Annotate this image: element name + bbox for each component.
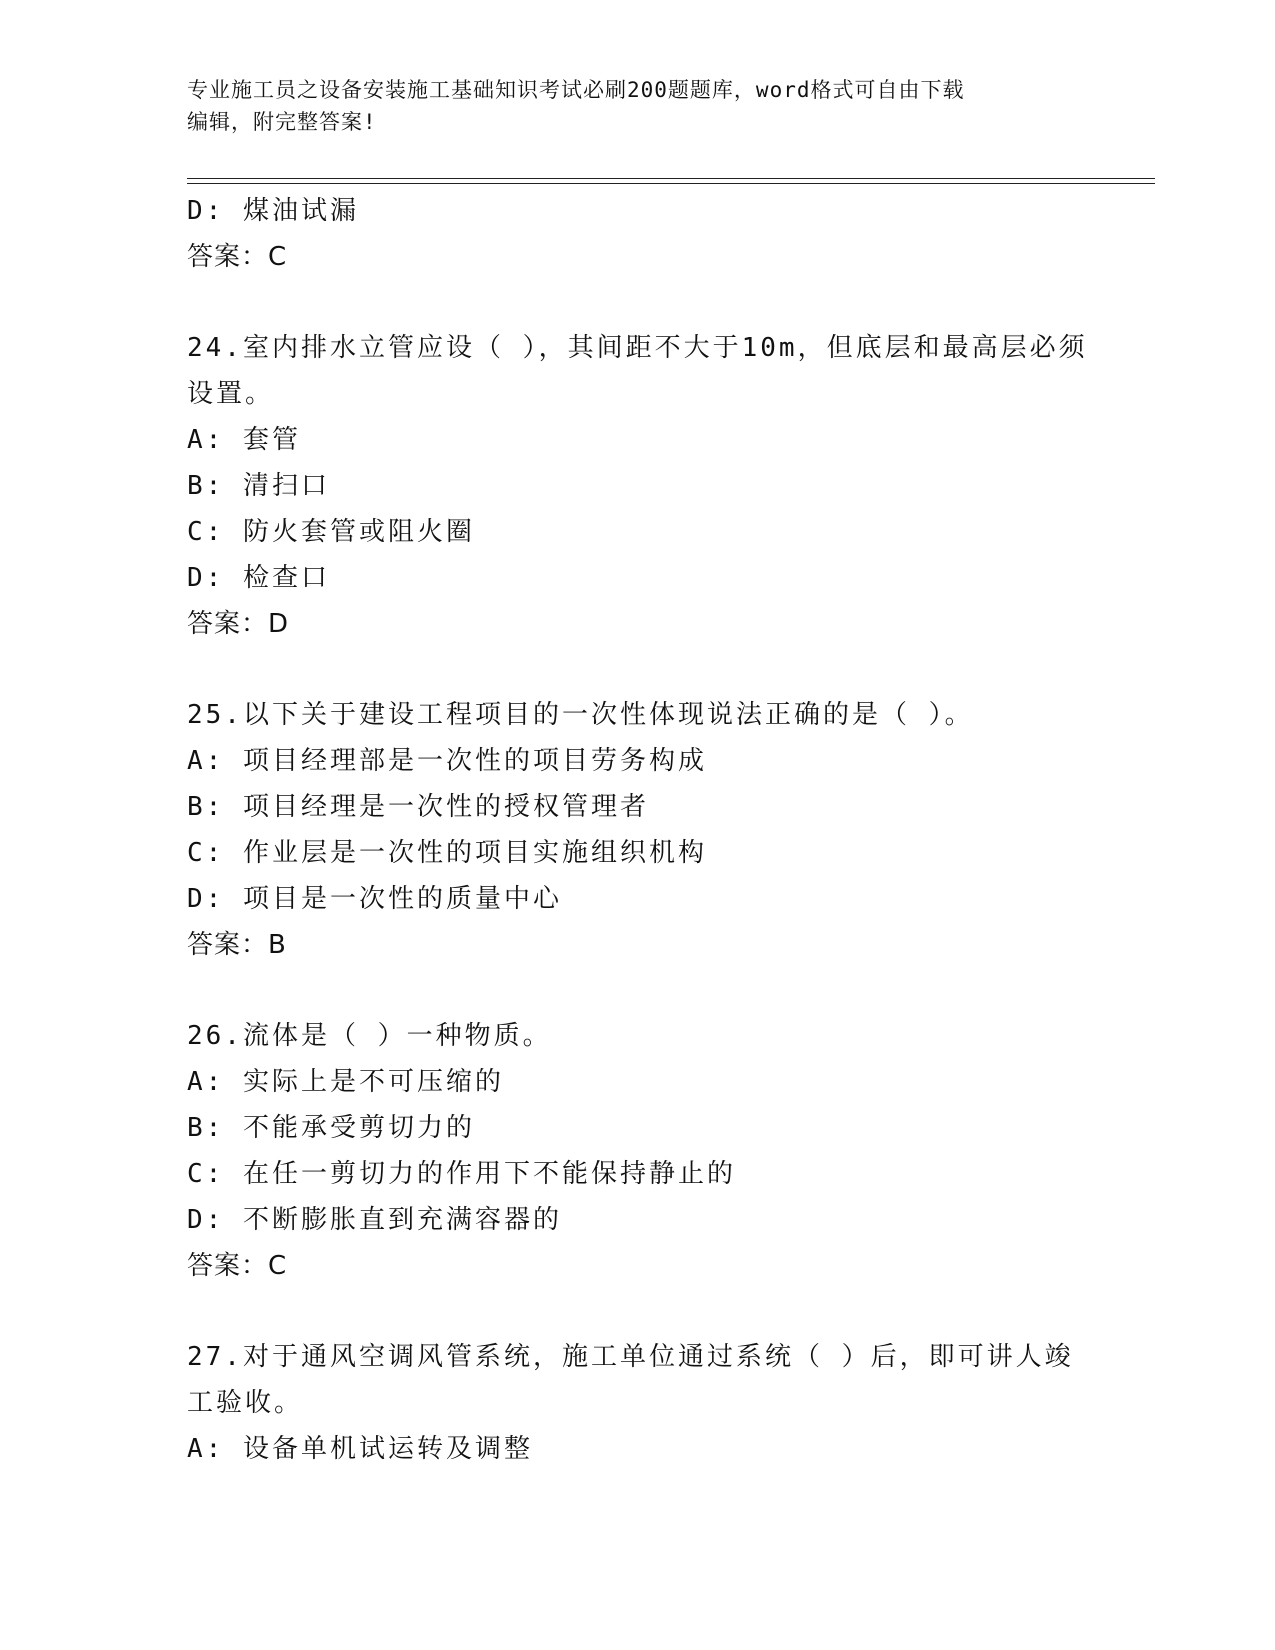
option-d: D: 项目是一次性的质量中心 — [187, 884, 562, 914]
option-d: D: 煤油试漏 — [187, 196, 359, 226]
option-c: C: 作业层是一次性的项目实施组织机构 — [187, 838, 707, 868]
option-b: B: 不能承受剪切力的 — [187, 1113, 475, 1143]
option-c: C: 防火套管或阻火圈 — [187, 517, 475, 547]
header-line-1: 专业施工员之设备安装施工基础知识考试必刷200题题库，word格式可自由下载 — [187, 78, 965, 102]
question-26 — [187, 1013, 1087, 1289]
option-b: B: 清扫口 — [187, 471, 330, 501]
question-stem: 24.室内排水立管应设（ ），其间距不大于10m，但底层和最高层必须 — [187, 333, 1088, 363]
option-d: D: 不断膨胀直到充满容器的 — [187, 1205, 562, 1235]
question-stem: 27.对于通风空调风管系统，施工单位通过系统（ ）后，即可讲人竣 — [187, 1342, 1074, 1372]
question-prev — [187, 188, 1087, 280]
answer: 答案：B — [187, 930, 287, 960]
question-25 — [187, 692, 1087, 968]
option-a: A: 实际上是不可压缩的 — [187, 1067, 504, 1097]
question-stem: 25.以下关于建设工程项目的一次性体现说法正确的是（ ）。 — [187, 700, 974, 730]
question-24 — [187, 325, 1087, 647]
header-divider-bottom — [187, 183, 1155, 184]
header-line-2: 编辑，附完整答案! — [187, 110, 377, 134]
document-header — [187, 74, 1067, 138]
answer: 答案：C — [187, 242, 288, 272]
option-a: A: 项目经理部是一次性的项目劳务构成 — [187, 746, 707, 776]
question-list — [187, 188, 1087, 1472]
header-divider-top — [187, 178, 1155, 179]
question-stem-cont: 设置。 — [187, 379, 275, 409]
option-d: D: 检查口 — [187, 563, 330, 593]
answer: 答案：D — [187, 609, 290, 639]
question-stem: 26.流体是（ ）一种物质。 — [187, 1021, 552, 1051]
option-a: A: 套管 — [187, 425, 301, 455]
option-a: A: 设备单机试运转及调整 — [187, 1434, 533, 1464]
option-b: B: 项目经理是一次性的授权管理者 — [187, 792, 649, 822]
question-27 — [187, 1334, 1087, 1472]
answer: 答案：C — [187, 1251, 288, 1281]
question-stem-cont: 工验收。 — [187, 1388, 304, 1418]
option-c: C: 在任一剪切力的作用下不能保持静止的 — [187, 1159, 736, 1189]
